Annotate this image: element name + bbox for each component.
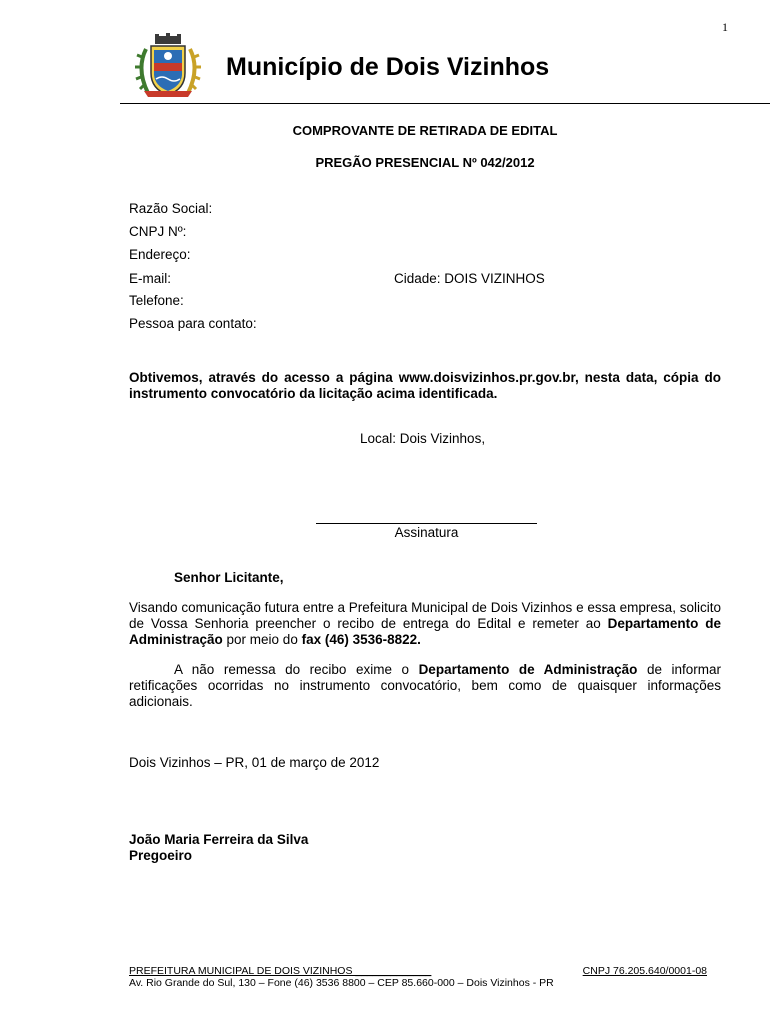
field-cnpj: CNPJ Nº:	[129, 224, 187, 239]
footer-cnpj: CNPJ 76.205.640/0001-08	[582, 965, 707, 977]
field-contato: Pessoa para contato:	[129, 316, 257, 331]
para1-text1: Visando comunicação futura entre a Prefeitura Municipal de Dois Vizinhos e essa empresa, solicito de Vossa Senhoria preencher o recibo de entrega do Edital e remeter ao	[129, 600, 721, 631]
para2-department: Departamento de Administração	[418, 662, 638, 677]
signer-role: Pregoeiro	[129, 848, 193, 863]
footer-address: Av. Rio Grande do Sul, 130 – Fone (46) 3536 8800 – CEP 85.660-000 – Dois Vizinhos - PR	[129, 977, 554, 989]
field-email: E-mail:	[129, 271, 172, 286]
greeting: Senhor Licitante,	[174, 570, 284, 585]
field-endereco: Endereço:	[129, 247, 191, 262]
disclaimer-paragraph	[129, 662, 721, 710]
para1-fax: fax (46) 3536-8822.	[301, 632, 421, 647]
signature-line	[316, 523, 537, 524]
field-telefone: Telefone:	[129, 293, 184, 308]
instructions-paragraph	[129, 600, 721, 648]
para2-text1: A não remessa do recibo exime o	[174, 662, 419, 677]
para1-text2: por meio do	[222, 632, 302, 647]
signer-name: João Maria Ferreira da Silva	[129, 832, 309, 847]
field-razao-social: Razão Social:	[129, 201, 213, 216]
page-number: 1	[722, 20, 728, 34]
header-divider	[120, 103, 770, 104]
signature-label: Assinatura	[394, 525, 459, 540]
local-line: Local: Dois Vizinhos,	[360, 431, 486, 446]
document-subtitle: PREGÃO PRESENCIAL Nº 042/2012	[315, 155, 535, 170]
municipal-coat-of-arms-icon	[134, 33, 202, 99]
para2-text2: de informar retificações ocorridas no instrumento convocatório, bem como de quaisquer informações adicionais.	[129, 662, 722, 709]
document-title: COMPROVANTE DE RETIRADA DE EDITAL	[292, 123, 558, 138]
para1-department: Departamento de Administração	[129, 616, 721, 647]
field-cidade: Cidade: DOIS VIZINHOS	[394, 271, 545, 286]
notice-paragraph: Obtivemos, através do acesso a página www.doisvizinhos.pr.gov.br, nesta data, cópia do instrumento convocatório da licitação acima identificada.	[129, 370, 721, 401]
page-title: Município de Dois Vizinhos	[226, 53, 550, 81]
footer-institution: PREFEITURA MUNICIPAL DE DOIS VIZINHOS _____________	[129, 965, 432, 977]
footer-header	[129, 965, 707, 977]
date-line: Dois Vizinhos – PR, 01 de março de 2012	[129, 755, 380, 770]
